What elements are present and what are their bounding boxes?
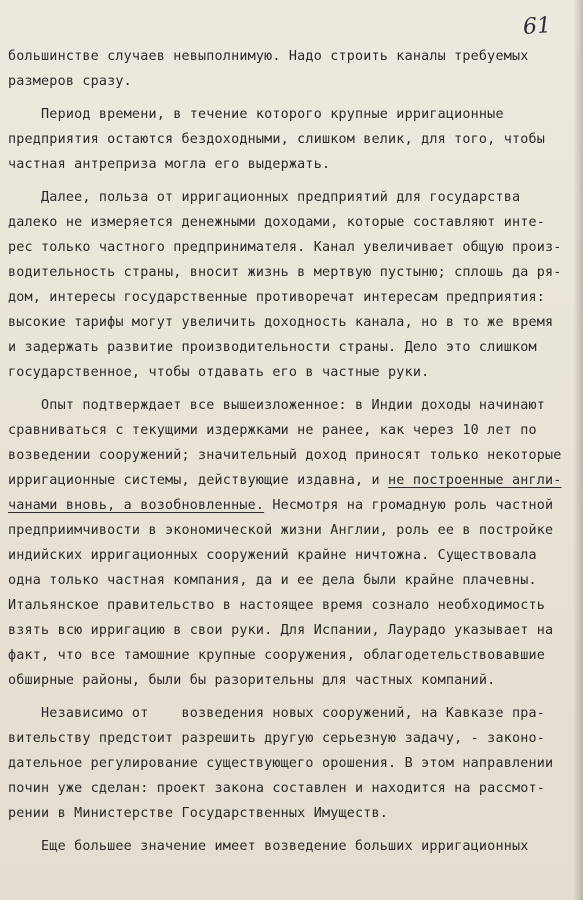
text-line (8, 518, 578, 543)
underlined-text: чанами вновь, а возобновленные. (8, 498, 265, 513)
text-line (8, 618, 578, 643)
line-text: дательное регулирование существующего орошения. В этом направлении (8, 756, 554, 771)
text-line (8, 285, 578, 310)
page-number: 61 (522, 13, 552, 40)
text-line (8, 102, 578, 127)
text-line (8, 69, 578, 94)
line-text: Период времени, в течение которого крупные ирригационные (8, 107, 504, 122)
text-line (8, 335, 578, 360)
text-line (8, 668, 578, 693)
paragraph-gap (8, 826, 578, 834)
text-line (8, 310, 578, 335)
line-text: обширные районы, были бы разорительны для частных компаний. (8, 673, 496, 688)
line-text: Несмотря на громадную роль частной (264, 498, 554, 513)
text-line (8, 593, 578, 618)
document-body (8, 44, 578, 859)
line-text: государственное, чтобы отдавать его в частные руки. (8, 365, 430, 380)
text-line (8, 127, 578, 152)
line-text: и задержать развитие производительности страны. Дело это слишком (8, 340, 537, 355)
text-line (8, 568, 578, 593)
text-line (8, 834, 578, 859)
text-line (8, 443, 578, 468)
line-text: сравниваться с текущими издержками не ранее, как через 10 лет по (8, 423, 537, 438)
line-text: далеко не измеряется денежными доходами, которые составляют инте- (8, 215, 546, 230)
line-text: взять всю ирригацию в свои руки. Для Испании, Лаурадо указывает на (8, 623, 554, 638)
text-line (8, 260, 578, 285)
paragraph-gap (8, 385, 578, 393)
text-line (8, 751, 578, 776)
line-text: предприимчивости в экономической жизни Англии, роль ее в постройке (8, 523, 554, 538)
line-text: Итальянское правительство в настоящее время сознало необходимость (8, 598, 546, 613)
text-line (8, 468, 578, 493)
text-line (8, 393, 578, 418)
line-text: факт, что все тамошние крупные сооружения, облагодетельствовавшие (8, 648, 546, 663)
line-text: размеров сразу. (8, 74, 132, 89)
text-line (8, 493, 578, 518)
line-text: водительность страны, вносит жизнь в мертвую пустыню; сплошь да ря- (8, 265, 562, 280)
text-line (8, 726, 578, 751)
text-line (8, 643, 578, 668)
text-line (8, 801, 578, 826)
line-text: рес только частного предпринимателя. Канал увеличивает общую произ- (8, 240, 562, 255)
paragraph-gap (8, 177, 578, 185)
line-text: рении в Министерстве Государственных Имуществ. (8, 806, 389, 821)
text-line (8, 235, 578, 260)
text-line (8, 701, 578, 726)
line-text: почин уже сделан: проект закона составлен и находится на рассмот- (8, 781, 546, 796)
line-text: одна только частная компания, да и ее дела были крайне плачевны. (8, 573, 537, 588)
line-text: Далее, польза от ирригационных предприятий для государства (8, 190, 521, 205)
line-text: большинстве случаев невыполнимую. Надо строить каналы требуемых (8, 49, 529, 64)
line-text: Еще большее значение имеет возведение больших ирригационных (8, 839, 529, 854)
line-text: предприятия остаются бездоходными, слишком велик, для того, чтобы (8, 132, 546, 147)
paragraph-gap (8, 94, 578, 102)
text-line (8, 185, 578, 210)
line-text: частная антреприза могла его выдержать. (8, 157, 331, 172)
text-line (8, 44, 578, 69)
line-text: вительству предстоит разрешить другую серьезную задачу, - законо- (8, 731, 546, 746)
text-line (8, 360, 578, 385)
line-text: индийских ирригационных сооружений крайне ничтожна. Существовала (8, 548, 537, 563)
line-text: высокие тарифы могут увеличить доходность канала, но в то же время (8, 315, 554, 330)
paragraph-gap (8, 693, 578, 701)
line-text: Опыт подтверждает все вышеизложенное: в Индии доходы начинают (8, 398, 546, 413)
line-text: ирригационные системы, действующие издавна, и (8, 473, 389, 488)
text-line (8, 543, 578, 568)
line-text: Независимо от возведения новых сооружений, на Кавказе пра- (8, 706, 546, 721)
text-line (8, 418, 578, 443)
text-line (8, 776, 578, 801)
line-text: возведении сооружений; значительный доход приносят только некоторые (8, 448, 562, 463)
line-text: дом, интересы государственные противоречат интересам предприятия: (8, 290, 546, 305)
underlined-text: не построенные англи- (388, 473, 562, 488)
page-edge-shadow (573, 0, 583, 900)
text-line (8, 210, 578, 235)
text-line (8, 152, 578, 177)
